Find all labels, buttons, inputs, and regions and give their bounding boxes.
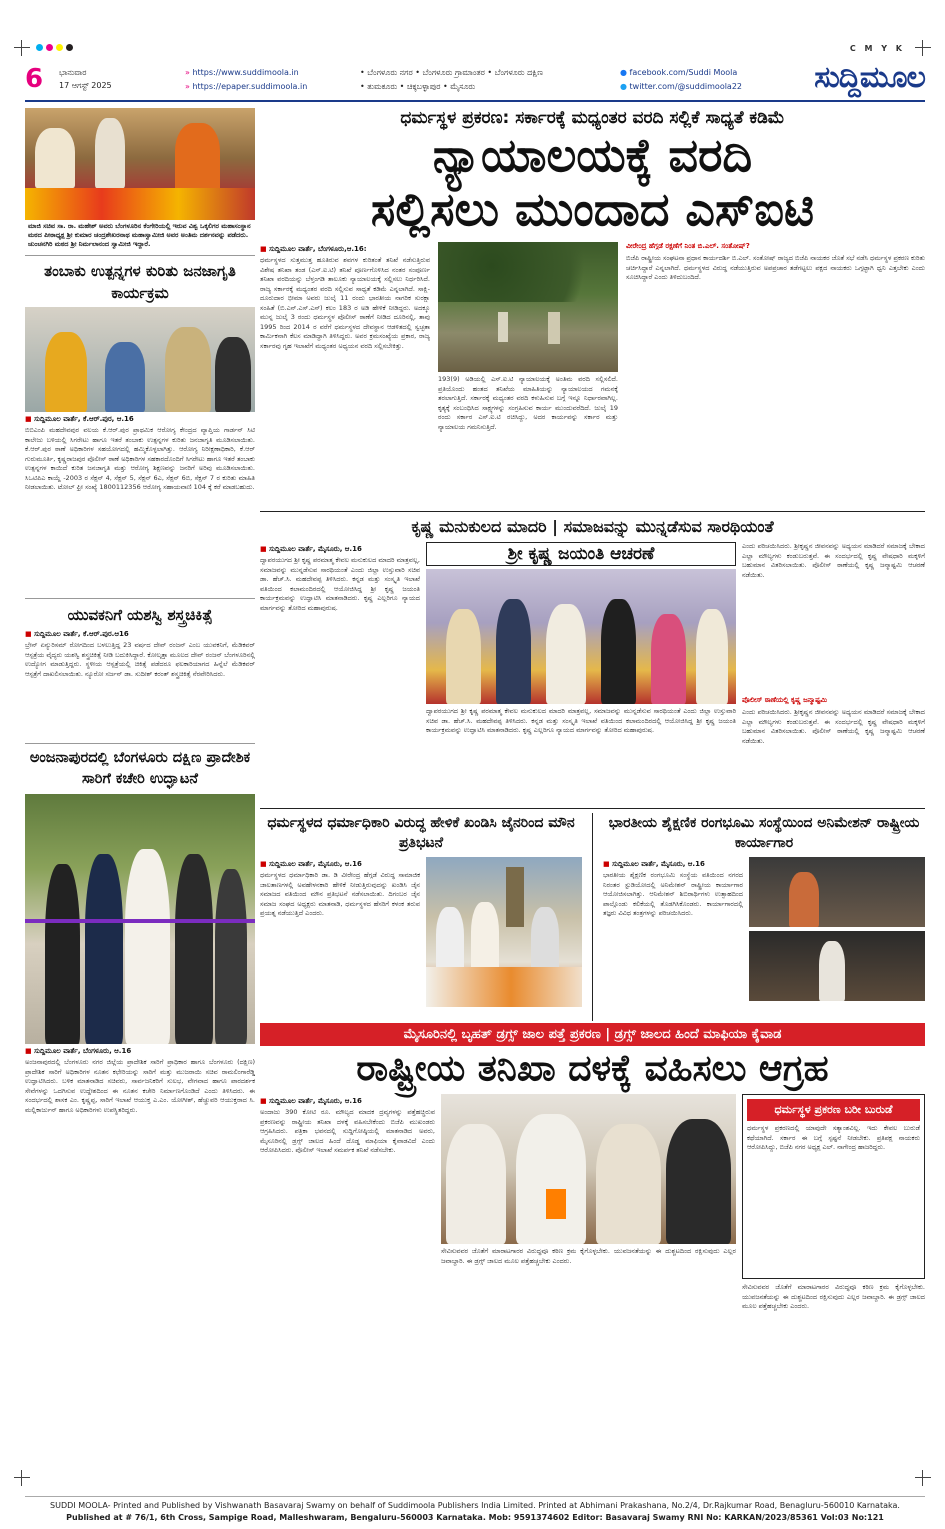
story-body: ಎಂದು ಪರಿಚಯಿಸಿದರು. ಶ್ರೀಕೃಷ್ಣನ ಜೀವನವನ್ನು ಅಧ್ಯಯನ ಮಾಡಿದರೆ ಸಮಾಜಕ್ಕೆ ಬೇಕಾದ ಎಲ್ಲಾ ಮೌಲ್ಯಗಳು ಕಂಡುಬರುತ್ತವೆ. ಈ ಸಂದರ್ಭದಲ್ಲಿ ಕೃಷ್ಣ ವೇಷಧಾರಿ ಮಕ್ಕಳಿಗೆ ಬಹುಮಾನ ವಿತರಿಸಲಾಯಿತು. ಪೊಲೀಸ್ ಠಾಣೆಯಲ್ಲಿ ಕೃಷ್ಣ ಜನ್ಮಾಷ್ಟಮಿ ಆಚರಣೆ ನಡೆಯಿತು. [742, 542, 925, 579]
registration-mark-icon [14, 1470, 30, 1486]
story-title: ಧರ್ಮಸ್ಥಳದ ಧರ್ಮಾಧಿಕಾರಿ ವಿರುದ್ಧ ಹೇಳಿಕೆ ಖಂಡಿಸಿ ಜೈನರಿಂದ ಮೌನ ಪ್ರತಿಭಟನೆ [267, 815, 575, 851]
left-column [25, 108, 255, 1408]
story-byline: ■ ಸುದ್ದಿಮೂಲ ವಾರ್ತೆ, ಮೈಸೂರು, ಆ.16 [260, 545, 420, 554]
story-byline: ■ ಸುದ್ದಿಮೂಲ ವಾರ್ತೆ, ಕೆ.ಆರ್.ಪುರ.ಆ16 [25, 630, 255, 639]
story-byline: ■ ಸುದ್ದಿಮೂಲ ವಾರ್ತೆ, ಬೆಂಗಳೂರು, ಆ.16 [25, 1047, 255, 1056]
krishna-center-col [426, 542, 736, 804]
lead-kicker: ಧರ್ಮಸ್ಥಳ ಪ್ರಕರಣ: ಸರ್ಕಾರಕ್ಕೆ ಮಧ್ಯಂತರ ವರದಿ ಸಲ್ಲಿಕೆ ಸಾಧ್ಯತೆ ಕಡಿಮೆ [400, 108, 785, 128]
epaper-link[interactable]: » https://epaper.suddimoola.in [185, 80, 307, 94]
story-body-continued: ದ್ವಾಪರಯುಗದ ಶ್ರೀ ಕೃಷ್ಣ ಪರಮಾತ್ಮ ಕೇವಲ ಮನುಕುಲದ ಮಾದರಿ ಮಾತ್ರವಲ್ಲ, ಸಮಾಜವನ್ನು ಮುನ್ನಡೆಸುವ ಸಾರಥಿಯಂತೆ ಎಂದು ಜಿಲ್ಲಾ ಉಸ್ತುವಾರಿ ಸಚಿವ ಡಾ. ಹೆಚ್.ಸಿ. ಮಹದೇವಪ್ಪ ತಿಳಿಸಿದರು. ಕನ್ನಡ ಮತ್ತು ಸಂಸ್ಕೃತಿ ಇಲಾಖೆ ವತಿಯಿಂದ ಕಲಾಮಂದಿರದಲ್ಲಿ ಆಯೋಜಿಸಿದ್ದ ಶ್ರೀ ಕೃಷ್ಣ ಜಯಂತಿ ಕಾರ್ಯಕ್ರಮವನ್ನು ಉದ್ಘಾಟಿಸಿ ಮಾತನಾಡಿದರು. ಕೃಷ್ಣ ಎಲ್ಲರಿಗೂ ನ್ಯಾಯದ ಮಾರ್ಗವನ್ನು ತೋರಿದ ಮಹಾಪುರುಷ. [426, 707, 736, 734]
cities-line: • ತುಮಕೂರು • ಚಿಕ್ಕಬಳ್ಳಾಪುರ • ಮೈಸೂರು [360, 82, 476, 91]
facebook-icon: ● [620, 68, 627, 77]
lead-column-2 [438, 242, 618, 507]
cities-line: • ಬೆಂಗಳೂರು ನಗರ • ಬೆಂಗಳೂರು ಗ್ರಾಮಾಂತರ • ಬೆಂಗಳೂರು ದಕ್ಷಿಣ [360, 68, 543, 77]
awareness-photo [25, 307, 255, 412]
story-byline: ■ ಸುದ್ದಿಮೂಲ ವಾರ್ತೆ, ಮೈಸೂರು, ಆ.16 [260, 1097, 435, 1106]
twitter-link[interactable]: ● twitter.com/@suddimoola22 [620, 82, 743, 91]
drugs-center-col [441, 1094, 736, 1364]
story-body: ಬ್ರೇನ್ ಏನ್ಯುರಿಸಮ್ ರೋಗದಿಂದ ಬಳಲುತ್ತಿದ್ದ 23 ವರ್ಷದ ದೇವ್ ರಂಜನ್ ಎಂಬ ಯುವಕನಿಗೆ, ಮೆಡಿಕವರ್ ಆಸ್ಪತ್ರೆಯ ವೈದ್ಯರು ಯಶಸ್ವಿ ಶಸ್ತ್ರಚಿಕಿತ್ಸೆ ನೀಡಿ ಬದುಕಿಸಿದ್ದಾರೆ. ಕೋಲ್ಕತ್ತಾ ಮೂಲದ ದೇವ್ ರಂಜನ್ ಬೆಂಗಳೂರಿನಲ್ಲಿ ಉದ್ಯೋಗ ಮಾಡುತ್ತಿದ್ದರು. ಸ್ಥಳೀಯ ಆಸ್ಪತ್ರೆಯಲ್ಲಿ ಚಿಕಿತ್ಸೆ ಪಡೆದರೂ ಫಲಕಾರಿಯಾಗದ ಹಿನ್ನೆಲೆ ಮೆಡಿಕವರ್ ಆಸ್ಪತ್ರೆಗೆ ದಾಖಲಿಸಲಾಯಿತು. ನ್ಯೂರೋ ಸರ್ಜನ್ ಡಾ. ಸುದೀಶ್ ಕರಂತ್ ಶಸ್ತ್ರಚಿಕಿತ್ಸೆ ನೆರವೇರಿಸಿದರು. [25, 641, 255, 678]
story-body-mid: ಸೇವಿಸುವವರ ಜೊತೆಗೆ ಮಾರಾಟಗಾರರ ವಿರುದ್ಧವೂ ಕಠಿಣ ಕ್ರಮ ಕೈಗೊಳ್ಳಬೇಕು. ಯುವಜನತೆಯನ್ನು ಈ ದುಶ್ಚಟದಿಂದ ರಕ್ಷಿಸುವುದು ಎಲ್ಲರ ಜವಾಬ್ದಾರಿ. ಈ ಡ್ರಗ್ಸ್ ಜಾಲದ ಮೂಲ ಪತ್ತೆಹಚ್ಚಬೇಕು ಎಂದರು. [441, 1247, 736, 1265]
story-body: ಅಂಜನಾಪುರದಲ್ಲಿ ಬೆಂಗಳೂರು ನಗರ ಜಿಲ್ಲೆಯ ಪ್ರಾದೇಶಿಕ ಸಾರಿಗೆ ಪ್ರಾಧಿಕಾರ ಹಾಗೂ ಬೆಂಗಳೂರು (ದಕ್ಷಿಣ) ಪ್ರಾದೇಶಿಕ ಸಾರಿಗೆ ಅಧಿಕಾರಿಗಳ ನೂತನ ಕಛೇರಿಯನ್ನು ಸಾರಿಗೆ ಮತ್ತು ಮುಜರಾಯಿ ಸಚಿವ ರಾಮಲಿಂಗಾರೆಡ್ಡಿ ಉದ್ಘಾಟಿಸಿದರು. ಬಳಿಕ ಮಾತನಾಡಿದ ಸಚಿವರು, ಸಾರ್ವಜನಿಕರಿಗೆ ಸುಲಭ, ವೇಗವಾದ ಹಾಗೂ ಪಾರದರ್ಶಕ ಸೇವೆಗಳನ್ನು ಒದಗಿಸುವ ಉದ್ದೇಶದಿಂದ ಈ ನೂತನ ಕಚೇರಿ ನಿರ್ಮಾಣಗೊಂಡಿದೆ ಎಂದು ತಿಳಿಸಿದರು. ಈ ಸಂದರ್ಭದಲ್ಲಿ ಶಾಸಕ ಎಂ. ಕೃಷ್ಣಪ್ಪ, ಸಾರಿಗೆ ಇಲಾಖೆ ಆಯುಕ್ತ ಎ.ಎಂ. ಯೋಗೀಶ್, ಹೆಚ್ಚುವರಿ ಆಯುಕ್ತರಾದ ಸಿ. ಮಲ್ಲಿಕಾರ್ಜುನ್ ಹಾಗೂ ಅಧಿಕಾರಿಗಳು ಉಪಸ್ಥಿತರಿದ್ದರು. [25, 1058, 255, 1114]
photo-caption: ಮಾಜಿ ಸಚಿವ ಸಾ. ರಾ. ಮಹೇಶ್ ಅವರು ಬೆಂಗಳೂರಿನ ಕೆಂಗೇರಿಯಲ್ಲಿ ಇರುವ ವಿಶ್ವ ಒಕ್ಕಲಿಗರ ಮಹಾಸಂಸ್ಥಾನ ಮಠದ ಪೀಠಾಧ್ಯಕ್ಷ ಶ್ರೀ ಕುಮಾರ ಚಂದ್ರಶೇಖರನಾಥ ಮಹಾಸ್ವಾಮೀಜಿ ಅವರ ಅಂತಿಮ ದರ್ಶನವನ್ನು ಪಡೆದರು. ಚುಂಚನಗಿರಿ ಮಠದ ಶ್ರೀ ನಿರ್ಮಲಾನಂದ ಸ್ವಾಮೀಜಿ ಇದ್ದಾರೆ. [28, 222, 251, 248]
sidebox-body: ಬಿಜೆಪಿ ರಾಷ್ಟ್ರೀಯ ಸಂಘಟನಾ ಪ್ರಧಾನ ಕಾರ್ಯದರ್ಶಿ ಬಿ.ಎಲ್. ಸಂತೋಷ್ ರಾಜ್ಯದ ಬಿಜೆಪಿ ನಾಯಕರ ಜೊತೆ ಸಭೆ ನಡೆಸಿ ಧರ್ಮಸ್ಥಳ ಪ್ರಕರಣ ಕುರಿತು ಚರ್ಚಿಸಿದ್ದಾರೆ ಎನ್ನಲಾಗಿದೆ. ಧರ್ಮಸ್ಥಳದ ವಿರುದ್ಧ ನಡೆಯುತ್ತಿರುವ ಅಪಪ್ರಚಾರ ತಡೆಗಟ್ಟಲು ಪಕ್ಷದ ನಾಯಕರು ಒಗ್ಗಟ್ಟಾಗಿ ಧ್ವನಿ ಎತ್ತಬೇಕು ಎಂದು ಸೂಚಿಸಿದ್ದಾರೆ ಎಂದು ತಿಳಿದುಬಂದಿದೆ. [626, 254, 925, 281]
krishna-jayanti-story [260, 516, 925, 804]
krishna-event-photo [426, 569, 736, 704]
registration-mark-icon [915, 40, 931, 56]
sidebox-body: ಧರ್ಮಸ್ಥಳ ಪ್ರಕರಣದಲ್ಲಿ ಯಾವುದೇ ಸತ್ಯಾಂಶವಿಲ್ಲ. ಇದು ಕೇವಲ ಬುರುಡೆ ಕಥೆಯಾಗಿದೆ. ಸರ್ಕಾರ ಈ ಬಗ್ಗೆ ಸ್ಪಷ್ಟನೆ ನೀಡಬೇಕು. ಪ್ರತಿಪಕ್ಷ ನಾಯಕರು ಆರೋಪಿಸಿದ್ದು, ಬಿಜೆಪಿ ನಗರ ಅಧ್ಯಕ್ಷ ಎಲ್. ನಾಗೇಂದ್ರ ಹಾಜರಿದ್ದರು. [747, 1124, 920, 1151]
story-body: ದ್ವಾಪರಯುಗದ ಶ್ರೀ ಕೃಷ್ಣ ಪರಮಾತ್ಮ ಕೇವಲ ಮನುಕುಲದ ಮಾದರಿ ಮಾತ್ರವಲ್ಲ, ಸಮಾಜವನ್ನು ಮುನ್ನಡೆಸುವ ಸಾರಥಿಯಂತೆ ಎಂದು ಜಿಲ್ಲಾ ಉಸ್ತುವಾರಿ ಸಚಿವ ಡಾ. ಹೆಚ್.ಸಿ. ಮಹದೇವಪ್ಪ ತಿಳಿಸಿದರು. ಕನ್ನಡ ಮತ್ತು ಸಂಸ್ಕೃತಿ ಇಲಾಖೆ ವತಿಯಿಂದ ಕಲಾಮಂದಿರದಲ್ಲಿ ಆಯೋಜಿಸಿದ್ದ ಶ್ರೀ ಕೃಷ್ಣ ಜಯಂತಿ ಕಾರ್ಯಕ್ರಮವನ್ನು ಉದ್ಘಾಟಿಸಿ ಮಾತನಾಡಿದರು. ಕೃಷ್ಣ ಎಲ್ಲರಿಗೂ ನ್ಯಾಯದ ಮಾರ್ಗವನ್ನು ತೋರಿದ ಮಹಾಪುರುಷ. [260, 556, 420, 612]
page-number: 6 [25, 64, 44, 94]
tobacco-awareness-story [25, 260, 255, 594]
story-byline: ■ ಸುದ್ದಿಮೂಲ ವಾರ್ತೆ, ಮೈಸೂರು, ಆ.16 [603, 860, 743, 869]
story-title: ಅಂಜನಾಪುರದಲ್ಲಿ ಬೆಂಗಳೂರು ದಕ್ಷಿಣ ಪ್ರಾದೇಶಿಕ ಸಾರಿಗೆ ಕಚೇರಿ ಉದ್ಘಾಟನೆ [29, 750, 251, 787]
krishna-left-col [260, 542, 420, 804]
story-title: ತಂಬಾಕು ಉತ್ಪನ್ನಗಳ ಕುರಿತು ಜನಜಾಗೃತಿ ಕಾರ್ಯಕ್ರಮ [44, 262, 236, 302]
web-links [185, 66, 307, 94]
dharmasthala-sidebox [742, 1094, 925, 1279]
sidebox-label: ವೀರೇಂದ್ರ ಹೆಗ್ಗಡೆ ರಕ್ಷಣೆಗೆ ನಿಂತ ಬಿ.ಎಲ್. ಸಂತೋಷ್? [626, 242, 750, 250]
issue-day: ಭಾನುವಾರ [59, 68, 87, 77]
lead-column-3 [626, 242, 925, 507]
lead-column-1 [260, 242, 430, 507]
cmyk-dots [36, 44, 73, 51]
imprint-line-2: Published at # 76/1, 6th Cross, Sampige Road, Malleshwaram, Bengaluru-560003 Karnataka. Mob: 9591374602 Editor: Basavaraj Swamy RNI No: KARKAN/2023/85361 Vol:03 No:121 [66, 1513, 884, 1522]
registration-mark-icon [14, 40, 30, 56]
story-body: ಬಿಬಿಎಂಪಿ ಮಹದೇವಪುರ ವಲಯ ಕೆ.ಆರ್.ಪುರ ಪ್ರಾಥಮಿಕ ಆರೋಗ್ಯ ಕೇಂದ್ರದ ವ್ಯಾಪ್ತಿಯ ಗಾರ್ಡನ್ ಸಿಟಿ ಕಾಲೇಜು ಬಳಿಯಲ್ಲಿ ಸಿಗರೇಟು ಹಾಗೂ ಇತರೆ ತಂಬಾಕು ಉತ್ಪನ್ನಗಳ ಕುರಿತು ಜನಜಾಗೃತಿ ಮೂಡಿಸಲಾಯಿತು. ಕೆ.ಆರ್.ಪುರ ಠಾಣೆ ಅಧಿಕಾರಿಗಳ ಸಹಯೋಗದಲ್ಲಿ ಹಮ್ಮಿಕೊಳ್ಳಲಾಗಿತ್ತು. ಆರೋಗ್ಯ ನಿರೀಕ್ಷಣಾಧಿಕಾರಿ, ಕೆ.ಆರ್ ಗುರುಮೂರ್ತಿ, ಕೃಷ್ಣರಾಜಪುರ ಪೊಲೀಸ್ ಠಾಣೆ ಅಧಿಕಾರಿಗಳ ಸಹಕಾರದೊಂದಿಗೆ ಸಿಗರೇಟು ಹಾಗೂ ಇತರೆ ತಂಬಾಕು ಉತ್ಪನ್ನಗಳ ಕಾಯಿದೆ ಕುರಿತ ಜನಜಾಗೃತಿ ಮತ್ತು ಆರೋಗ್ಯ ಶಿಕ್ಷಣವನ್ನು ಜನರಿಗೆ ಅರಿವು ಮೂಡಿಸಲಾಯಿತು. ಸಿಒಟಿಪಿಎ ಕಾಯ್ದೆ -2003 ರ ಸೆಕ್ಷನ್ 4, ಸೆಕ್ಷನ್ 5, ಸೆಕ್ಷನ್ 6ಎ, ಸೆಕ್ಷನ್ 6ಬಿ, ಸೆಕ್ಷನ್ 7 ರ ಕುರಿತು ಮಾಹಿತಿ ನೀಡಲಾಯಿತು. ಟೋಲ್ ಫ್ರೀ ಸಂಖ್ಯೆ 1800112356 ಆರೋಗ್ಯ ಸಹಾಯವಾಣಿ 104 ಕ್ಕೆ ಕರೆ ಮಾಡಬಹುದು. [25, 426, 255, 491]
theatre-photo-2 [749, 931, 925, 1001]
krishna-right-col [742, 542, 925, 804]
rto-office-story [25, 748, 255, 1288]
lead-body-1: ಧರ್ಮಸ್ಥಳದ ಸುತ್ತಮುತ್ತ ಹೂತಿರುವ ಶವಗಳ ಕುರಿತಂತೆ ತನಿಖೆ ನಡೆಸುತ್ತಿರುವ ವಿಶೇಷ ತನಿಖಾ ತಂಡ (ಎಸ್.ಐ.ಟಿ) ತನಿಖೆ ಪೂರ್ಣಗೊಳಿಸಿದ ನಂತರ ಸಂಪೂರ್ಣ ತನಿಖಾ ವರದಿಯನ್ನು ಬೆಳ್ತಂಗಡಿ ತಾಲೂಕು ನ್ಯಾಯಾಲಯಕ್ಕೆ ಸಲ್ಲಿಸಲು ನಿರ್ಧರಿಸಿದೆ. ರಾಜ್ಯ ಸರ್ಕಾರಕ್ಕೆ ಮಧ್ಯಂತರ ವರದಿ ಸಲ್ಲಿಸುವ ಸಾಧ್ಯತೆ ಕಡಿಮೆ ಎನ್ನಲಾಗಿದೆ. ಸಾಕ್ಷಿ-ದೂರುದಾರ ಭೀಮಾ ಅವರು ಜುಲೈ 11 ರಂದು ಭಾರತೀಯ ನಾಗರಿಕ ಸುರಕ್ಷಾ ಸಂಹಿತೆ (ಬಿ.ಎನ್.ಎಸ್.ಎಸ್) ಕಲಂ 183 ರ ಅಡಿ ಹೇಳಿಕೆ ನೀಡಿದ್ದರು. ಅದಕ್ಕೂ ಮುನ್ನ ಜುಲೈ 3 ರಂದು ಧರ್ಮಸ್ಥಳ ಪೊಲೀಸ್ ಠಾಣೆಗೆ ನೀಡಿದ ದೂರಿನಲ್ಲಿ, ತಾವು 1995 ರಿಂದ 2014 ರ ವರೆಗೆ ಧರ್ಮಸ್ಥಳದ ದೇವಸ್ಥಾನ ಆಡಳಿತದಲ್ಲಿ ಸ್ವಚ್ಛತಾ ಕಾರ್ಮಿಕನಾಗಿ ಕೆಲಸ ಮಾಡಿದ್ದಾಗಿ ತಿಳಿಸಿದ್ದರು. ಅವರ ಕ್ರಮಸಂಖ್ಯೆಯ ಪ್ರಕಾರ, ರಾಜ್ಯ ಸರ್ಕಾರವು ಗೃಹ ಇಲಾಖೆಗೆ ಮಧ್ಯಂತರ ಅಧ್ಯಯನ ವರದಿ ಸಲ್ಲಿಸಬೇಕಿತ್ತು. [260, 256, 430, 350]
drugs-story [260, 1023, 925, 1364]
protest-photo [426, 857, 582, 1007]
lead-story [260, 108, 925, 507]
issue-date-text: 17 ಆಗಸ್ಟ್ 2025 [59, 81, 112, 90]
registration-mark-icon [915, 1470, 931, 1486]
edition-cities [360, 66, 620, 94]
krishna-title: ಶ್ರೀ ಕೃಷ್ಣ ಜಯಂತಿ ಆಚರಣೆ [426, 542, 736, 566]
two-story-row [260, 813, 925, 1021]
website-link[interactable]: » https://www.suddimoola.in [185, 66, 307, 80]
protest-story [260, 813, 582, 1021]
theatre-story [603, 813, 925, 1021]
story-byline: ■ ಸುದ್ದಿಮೂಲ ವಾರ್ತೆ, ಮೈಸೂರು, ಆ.16 [260, 860, 420, 869]
story-body-more: ಎಂದು ಪರಿಚಯಿಸಿದರು. ಶ್ರೀಕೃಷ್ಣನ ಜೀವನವನ್ನು ಅಧ್ಯಯನ ಮಾಡಿದರೆ ಸಮಾಜಕ್ಕೆ ಬೇಕಾದ ಎಲ್ಲಾ ಮೌಲ್ಯಗಳು ಕಂಡುಬರುತ್ತವೆ. ಈ ಸಂದರ್ಭದಲ್ಲಿ ಕೃಷ್ಣ ವೇಷಧಾರಿ ಮಕ್ಕಳಿಗೆ ಬಹುಮಾನ ವಿತರಿಸಲಾಯಿತು. ಪೊಲೀಸ್ ಠಾಣೆಯಲ್ಲಿ ಕೃಷ್ಣ ಜನ್ಮಾಷ್ಟಮಿ ಆಚರಣೆ ನಡೆಯಿತು. [742, 708, 925, 745]
story-body: ಭಾರತೀಯ ಶೈಕ್ಷಣಿಕ ರಂಗಭೂಮಿ ಸಂಸ್ಥೆಯ ವತಿಯಿಂದ ನಗರದ ನಿರಂತರ ಸ್ಟುಡಿಯೋದಲ್ಲಿ ಅನಿಮೇಶನ್ ರಾಷ್ಟ್ರೀಯ ಕಾರ್ಯಾಗಾರ ಆಯೋಜಿಸಲಾಗಿತ್ತು. ಆನಿಮೇಶನ್ ಶಿಬಿರಾರ್ಥಿಗಳು ಉತ್ಸಾಹದಿಂದ ಪಾಲ್ಗೊಂಡು ಕಲಿಕೆಯಲ್ಲಿ ತೊಡಗಿಸಿಕೊಂಡರು. ಕಾರ್ಯಾಗಾರದಲ್ಲಿ ತಜ್ಞರು ವಿವಿಧ ತಂತ್ರಗಳನ್ನು ಪರಿಚಯಿಸಿದರು. [603, 871, 743, 917]
imprint-line-1: SUDDI MOOLA- Printed and Published by Vishwanath Basavaraj Swamy on behalf of Suddimoola Publishers India Limited. Printed at Abhimani Prakashana, No.2/4, Dr.Rajkumar Road, Benagluru-560010 Karnataka. [50, 1501, 900, 1510]
lead-body-2: 193(9) ಅಡಿಯಲ್ಲಿ ಎಸ್.ಐ.ಟಿ ನ್ಯಾಯಾಲಯಕ್ಕೆ ಅಂತಿಮ ವರದಿ ಸಲ್ಲಿಸಲಿದೆ. ಪ್ರತಿಯೊಂದು ಹಂತದ ತನಿಖೆಯ ಮಾಹಿತಿಯನ್ನು ನ್ಯಾಯಾಲಯದ ಗಮನಕ್ಕೆ ತರಲಾಗುತ್ತಿದೆ. ಸರ್ಕಾರಕ್ಕೆ ಮಧ್ಯಂತರ ವರದಿ ಕಳುಹಿಸುವ ಬಗ್ಗೆ ಇನ್ನೂ ನಿರ್ಧಾರವಾಗಿಲ್ಲ. ಕೃತ್ಯಕ್ಕೆ ಸಂಬಂಧಿಸಿದ ಸಾಕ್ಷ್ಯಗಳನ್ನು ಸಂಗ್ರಹಿಸುವ ಕಾರ್ಯ ಮುಂದುವರೆದಿದೆ. ಜುಲೈ 19 ರಂದು ಸರ್ಕಾರ ಎಸ್.ಐ.ಟಿ ರಚಿಸಿದ್ದು, ಅದರ ಕಾರ್ಯವನ್ನು ಸರ್ಕಾರ ಮತ್ತು ನ್ಯಾಯಾಲಯ ಗಮನಿಸುತ್ತಿದೆ. [438, 375, 618, 431]
facebook-link[interactable]: ● facebook.com/Suddi Moola [620, 68, 738, 77]
forest-photo [438, 242, 618, 372]
newspaper-logo: ಸುದ್ದಿಮೂಲ [814, 60, 925, 95]
lead-headline-line2: ಸಲ್ಲಿಸಲು ಮುಂದಾದ ಎಸ್‌ಐಟಿ [370, 182, 815, 236]
drugs-headline: ರಾಷ್ಟ್ರೀಯ ತನಿಖಾ ದಳಕ್ಕೆ ವಹಿಸಲು ಆಗ್ರಹ [356, 1048, 829, 1089]
press-meet-photo [441, 1094, 736, 1244]
inauguration-photo [25, 794, 255, 1044]
social-links [620, 66, 742, 94]
imprint-footer [25, 1496, 925, 1524]
story-body-right: ಸೇವಿಸುವವರ ಜೊತೆಗೆ ಮಾರಾಟಗಾರರ ವಿರುದ್ಧವೂ ಕಠಿಣ ಕ್ರಮ ಕೈಗೊಳ್ಳಬೇಕು. ಯುವಜನತೆಯನ್ನು ಈ ದುಶ್ಚಟದಿಂದ ರಕ್ಷಿಸುವುದು ಎಲ್ಲರ ಜವಾಬ್ದಾರಿ. ಈ ಡ್ರಗ್ಸ್ ಜಾಲದ ಮೂಲ ಪತ್ತೆಹಚ್ಚಬೇಕು ಎಂದರು. [742, 1283, 925, 1310]
surgery-story [25, 603, 255, 739]
twitter-icon: ● [620, 82, 627, 91]
story-body: ಅಂದಾಜು 390 ಕೋಟಿ ರೂ. ಮೌಲ್ಯದ ಮಾದಕ ದ್ರವ್ಯಗಳನ್ನು ಪತ್ತೆಹಚ್ಚಿರುವ ಪ್ರಕರಣವನ್ನು ರಾಷ್ಟ್ರೀಯ ತನಿಖಾ ದಳಕ್ಕೆ ವಹಿಸಬೇಕೆಂದು ಬಿಜೆಪಿ ಮುಖಂಡರು ಆಗ್ರಹಿಸಿದರು. ಪತ್ರಿಕಾ ಭವನದಲ್ಲಿ ಸುದ್ದಿಗೋಷ್ಠಿಯಲ್ಲಿ ಮಾತನಾಡಿದ ಅವರು, ಮೈಸೂರಿನಲ್ಲಿ ಡ್ರಗ್ಸ್ ಜಾಲದ ಹಿಂದೆ ದೊಡ್ಡ ಮಾಫಿಯಾ ಕೈವಾಡವಿದೆ ಎಂದು ಆರೋಪಿಸಿದರು. ಪೊಲೀಸ್ ಇಲಾಖೆ ಸಮರ್ಪಕ ತನಿಖೆ ನಡೆಸಬೇಕು. [260, 1108, 435, 1154]
cmyk-label: C M Y K [849, 44, 905, 53]
theatre-photo-1 [749, 857, 925, 927]
drugs-left-col [260, 1094, 435, 1364]
issue-date [59, 66, 112, 92]
masthead [25, 62, 925, 102]
main-area [260, 108, 925, 1408]
story-byline: ■ ಸುದ್ದಿಮೂಲ ವಾರ್ತೆ, ಕೆ.ಆರ್.ಪುರ, ಆ.16 [25, 415, 255, 424]
lead-headline-line1: ನ್ಯಾಯಾಲಯಕ್ಕೆ ವರದಿ [432, 128, 753, 182]
story-title: ಯುವಕನಿಗೆ ಯಶಸ್ವಿ ಶಸ್ತ್ರಚಿಕಿತ್ಸೆ [67, 606, 213, 624]
sidebox-title: ಧರ್ಮಸ್ಥಳ ಪ್ರಕರಣ ಬರೀ ಬುರುಡೆ [747, 1099, 920, 1121]
drugs-banner: ಮೈಸೂರಿನಲ್ಲಿ ಬೃಹತ್ ಡ್ರಗ್ಸ್ ಜಾಲ ಪತ್ತೆ ಪ್ರಕರಣ | ಡ್ರಗ್ಸ್ ಜಾಲದ ಹಿಂದೆ ಮಾಫಿಯಾ ಕೈವಾಡ [260, 1023, 925, 1046]
story-body: ಧರ್ಮಸ್ಥಳದ ಧರ್ಮಾಧಿಕಾರಿ ಡಾ. ಡಿ ವೀರೇಂದ್ರ ಹೆಗ್ಗಡೆ ವಿರುದ್ಧ ಸಾಮಾಜಿಕ ಜಾಲತಾಣಗಳಲ್ಲಿ ಅವಹೇಳನಕಾರಿ ಹೇಳಿಕೆ ನೀಡುತ್ತಿರುವುದನ್ನು ಖಂಡಿಸಿ ಜೈನ ಸಮಾಜದ ವತಿಯಿಂದ ಮೌನ ಪ್ರತಿಭಟನೆ ನಡೆಸಲಾಯಿತು. ದಿಗಂಬರ ಜೈನ ಸಮಾಜ ಸಂಘದ ಅಧ್ಯಕ್ಷರು ಮಾತನಾಡಿ, ಧರ್ಮಸ್ಥಳದ ಹೆಸರಿಗೆ ಕಳಂಕ ತರುವ ಪ್ರಯತ್ನ ನಡೆಯುತ್ತಿದೆ ಎಂದರು. [260, 871, 420, 917]
subhead-label: ಪೊಲೀಸ್ ಠಾಣೆಯಲ್ಲಿ ಕೃಷ್ಣ ಜನ್ಮಾಷ್ಟಮಿ [742, 696, 828, 704]
funeral-photo [25, 108, 255, 220]
lead-byline: ■ ಸುದ್ದಿಮೂಲ ವಾರ್ತೆ, ಬೆಂಗಳೂರು,ಆ.16: [260, 245, 430, 254]
drugs-right-col [742, 1094, 925, 1364]
krishna-kicker: ಕೃಷ್ಣ ಮನುಕುಲದ ಮಾದರಿ | ಸಮಾಜವನ್ನು ಮುನ್ನಡೆಸುವ ಸಾರಥಿಯಂತೆ [411, 517, 774, 536]
story-title: ಭಾರತೀಯ ಶೈಕ್ಷಣಿಕ ರಂಗಭೂಮಿ ಸಂಸ್ಥೆಯಿಂದ ಅನಿಮೇಶನ್ ರಾಷ್ಟ್ರೀಯ ಕಾರ್ಯಾಗಾರ [608, 815, 920, 851]
